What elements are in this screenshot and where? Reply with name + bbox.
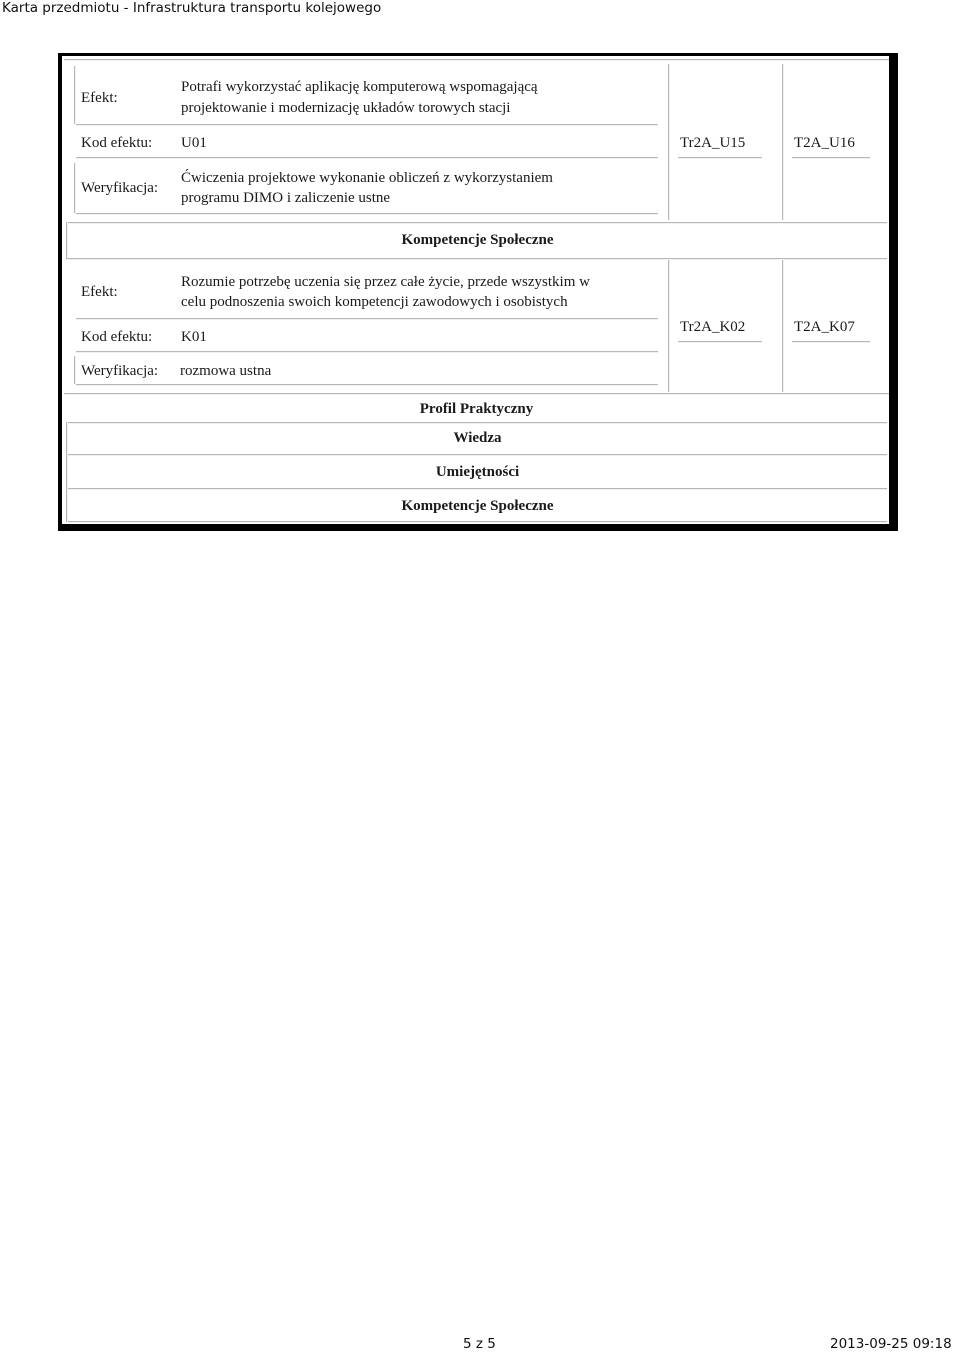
divider (68, 454, 887, 456)
section-title-kompetencje: Kompetencje Społeczne (401, 498, 554, 514)
divider (782, 64, 784, 220)
efekt-text: celu podnoszenia swoich kompetencji zawodowych i osobistych (181, 294, 568, 310)
divider (74, 66, 76, 124)
kod-efektu-value: U01 (181, 135, 207, 151)
divider (792, 157, 870, 159)
divider (74, 356, 76, 384)
reference-code: Tr2A_U15 (680, 135, 746, 151)
efekt-text: Potrafi wykorzystać aplikację komputerową wspomagającą (181, 79, 538, 95)
divider (668, 64, 670, 220)
divider (64, 59, 889, 61)
section-title-kompetencje: Kompetencje Społeczne (401, 232, 554, 248)
print-timestamp: 2013-09-25 09:18 (830, 1336, 952, 1352)
divider (792, 341, 870, 343)
divider (668, 260, 670, 392)
efekt-text: Rozumie potrzebę uczenia się przez całe życie, przede wszystkim w (181, 274, 590, 290)
reference-code: Tr2A_K02 (680, 319, 746, 335)
divider (68, 488, 887, 490)
divider (76, 351, 658, 353)
divider (76, 213, 658, 215)
divider (76, 157, 658, 159)
kod-efektu-label: Kod efektu: (81, 329, 153, 345)
page-number: 5 z 5 (463, 1336, 496, 1352)
divider (74, 163, 76, 213)
kod-efektu-value: K01 (181, 329, 207, 345)
page-header-title: Karta przedmiotu - Infrastruktura transportu kolejowego (2, 0, 382, 16)
kod-efektu-label: Kod efektu: (81, 135, 153, 151)
divider (68, 521, 887, 523)
divider (678, 157, 762, 159)
weryfikacja-label: Weryfikacja: (81, 180, 159, 196)
divider (64, 393, 889, 395)
divider (66, 222, 887, 224)
section-title-wiedza: Wiedza (453, 430, 502, 446)
efekt-label: Efekt: (81, 90, 118, 106)
divider (678, 341, 762, 343)
weryfikacja-text: rozmowa ustna (180, 363, 272, 379)
weryfikacja-label: Weryfikacja: (81, 363, 159, 379)
reference-code: T2A_U16 (794, 135, 855, 151)
efekt-label: Efekt: (81, 284, 118, 300)
divider (68, 422, 887, 424)
section-title-profil: Profil Praktyczny (419, 401, 534, 417)
reference-code: T2A_K07 (794, 319, 855, 335)
weryfikacja-text: Ćwiczenia projektowe wykonanie obliczeń z wykorzystaniem (181, 170, 553, 186)
section-title-umiejetnosci: Umiejętności (435, 464, 520, 480)
divider (66, 258, 887, 260)
divider (76, 318, 658, 320)
weryfikacja-text: programu DIMO i zaliczenie ustne (181, 190, 391, 206)
divider (76, 384, 658, 386)
efekt-text: projektowanie i modernizację układów torowych stacji (181, 100, 511, 116)
divider (782, 260, 784, 392)
divider (76, 124, 658, 126)
